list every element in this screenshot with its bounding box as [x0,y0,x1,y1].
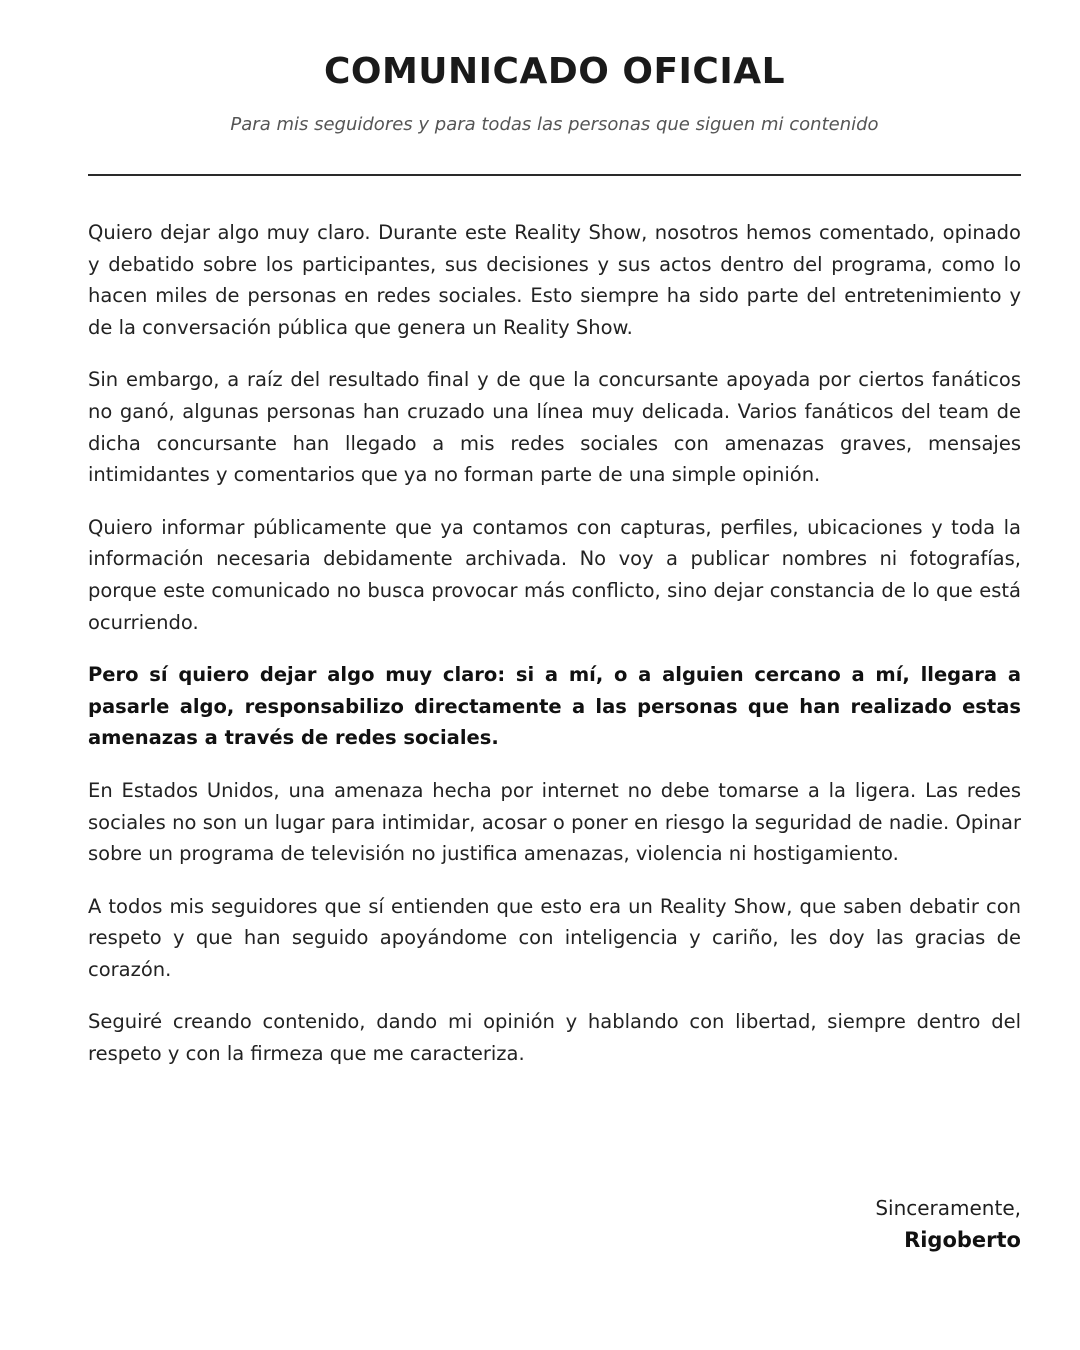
paragraph-closing: Seguiré creando contenido, dando mi opinión y hablando con libertad, siempre dentro del respeto y con la firmeza que me caracteriza. [88,1010,1021,1066]
signature: Rigoberto [904,1228,1021,1252]
document-title: COMUNICADO OFICIAL [323,51,786,92]
closing-block [875,1192,1021,1256]
document-subtitle: Para mis seguidores y para todas las personas que siguen mi contenido [230,114,879,135]
document-body [88,217,1021,1070]
paragraph-legal: En Estados Unidos, una amenaza hecha por internet no debe tomarse a la ligera. Las redes sociales no son un lugar para intimidar, acosar o poner en riesgo la seguridad de nadie. Opinar sobre un programa de televisión no justifica amenazas, violencia ni hostigamiento. [88,778,1021,866]
paragraph-threats: Sin embargo, a raíz del resultado final y de que la concursante apoyada por ciertos fanáticos no ganó, algunas personas han cruzado una línea muy delicada. Varios fanáticos del team de dicha concursante han llegado a mis redes sociales con amenazas graves, mensajes intimidantes y comentarios que ya no forman parte de una simple opinión. [88,368,1021,487]
paragraph-responsibility: Pero sí quiero dejar algo muy claro: si a mí, o a alguien cercano a mí, llegara a pasarle algo, responsabilizo directamente a las personas que han realizado estas amenazas a través de redes sociales. [88,663,1021,750]
paragraph-evidence: Quiero informar públicamente que ya contamos con capturas, perfiles, ubicaciones y toda la información necesaria debidamente archivada. No voy a publicar nombres ni fotografías, porque este comunicado no busca provocar más conflicto, sino dejar constancia de lo que está ocurriendo. [88,515,1021,634]
closing-salutation: Sinceramente, [875,1196,1021,1220]
paragraph-intro: Quiero dejar algo muy claro. Durante este Reality Show, nosotros hemos comentado, opinado y debatido sobre los participantes, sus decisiones y sus actos dentro del programa, como lo hacen miles de personas en redes sociales. Esto siempre ha sido parte del entretenimiento y de la conversación pública que genera un Reality Show. [88,221,1021,339]
statement-document [88,0,1021,1091]
title-divider [88,174,1021,176]
paragraph-thanks: A todos mis seguidores que sí entienden que esto era un Reality Show, que saben debatir con respeto y que han seguido apoyándome con inteligencia y cariño, les doy las gracias de corazón. [88,894,1021,981]
